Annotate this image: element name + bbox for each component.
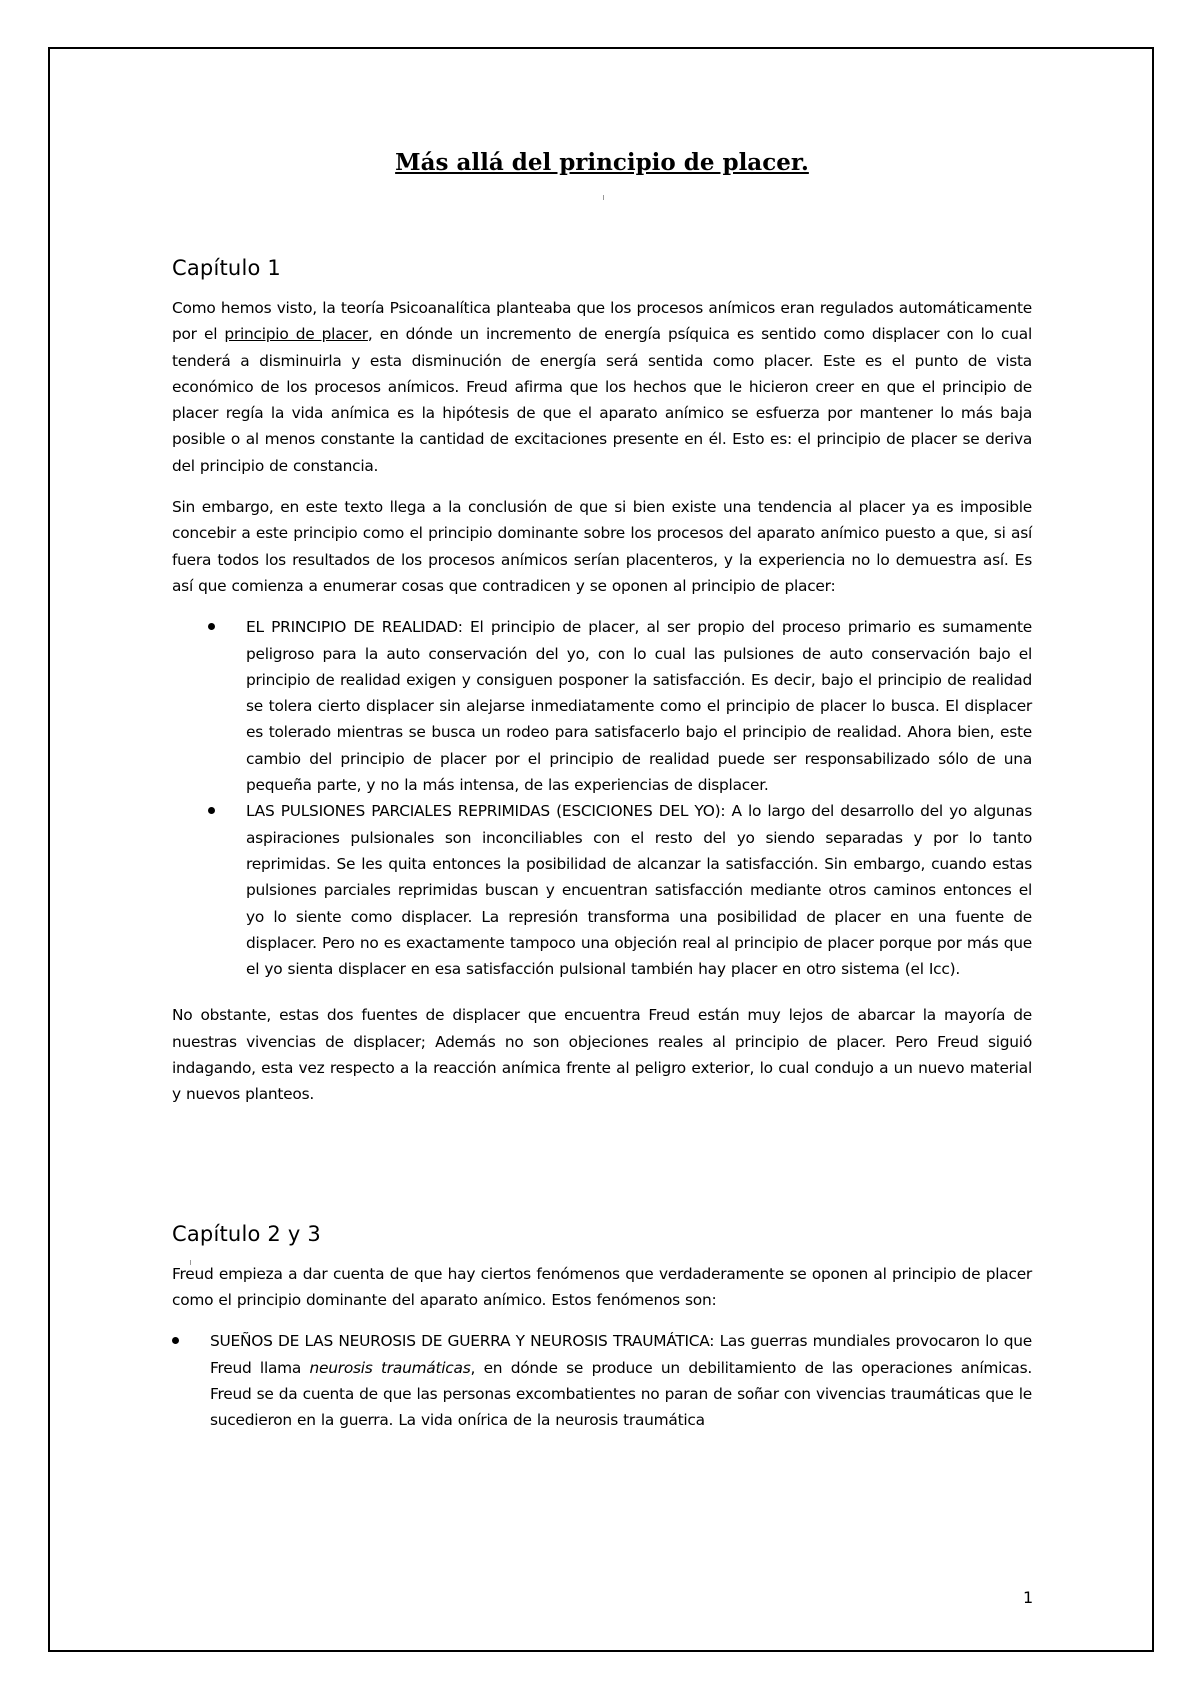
list-item-text: , en dónde se produce un debilitamiento de las operaciones anímicas. Freud se da cuenta de que las personas excombatientes no paran de soñar con vivencias traumáticas que le sucedieron en la guerra. La vida onírica de la neurosis traumática	[210, 1358, 1032, 1430]
page-number: 1	[1023, 1588, 1034, 1607]
chapter-2-heading: Capítulo 2 y 3	[172, 1221, 321, 1246]
list-item	[172, 614, 1032, 798]
list-item-text: EL PRINCIPIO DE REALIDAD: El principio de placer, al ser propio del proceso primario es sumamente peligroso para la auto conservación del yo, con lo cual las pulsiones de auto conservación bajo el principio de realidad exigen y consiguen posponer la satisfacción. Es decir, bajo el principio de realidad se tolera cierto displacer sin alejarse inmediatamente como el principio de placer lo busca. El displacer es tolerado mientras se busca un rodeo para satisfacerlo bajo el principio de realidad. Ahora bien, este cambio del principio de placer por el principio de realidad puede ser responsabilizado sólo de una pequeña parte, y no la más intensa, de las experiencias de displacer.	[246, 618, 1032, 795]
list-item	[172, 798, 1032, 982]
list-item-text: SUEÑOS DE LAS NEUROSIS DE GUERRA Y NEUROSIS TRAUMÁTICA: Las guerras mundiales provocaron lo que Freud llama	[210, 1332, 1032, 1377]
document-title: Más allá del principio de placer.	[395, 149, 809, 176]
chapter-1-paragraph-3: No obstante, estas dos fuentes de displacer que encuentra Freud están muy lejos de abarcar la mayoría de nuestras vivencias de displacer; Además no son objeciones reales al principio de placer. Pero Freud siguió indagando, esta vez respecto a la reacción anímica frente al peligro exterior, lo cual condujo a un nuevo material y nuevos planteos.	[172, 1006, 1032, 1104]
list-item	[172, 1328, 1032, 1433]
chapter-2-bullet-list	[172, 1328, 1032, 1433]
list-item-text: LAS PULSIONES PARCIALES REPRIMIDAS (ESCICIONES DEL YO): A lo largo del desarrollo del yo algunas aspiraciones pulsionales son inconciliables con el resto del yo siendo separadas y por lo tanto reprimidas. Se les quita entonces la posibilidad de alcanzar la satisfacción. Sin embargo, cuando estas pulsiones parciales reprimidas buscan y encuentran satisfacción mediante otros caminos entonces el yo lo siente como displacer. La represión transforma una posibilidad de placer en una fuente de displacer. Pero no es exactamente tampoco una objeción real al principio de placer porque por más que el yo sienta displacer en esa satisfacción pulsional también hay placer en otro sistema (el Icc).	[246, 802, 1032, 979]
bullet-icon	[208, 623, 215, 630]
chapter-1-heading: Capítulo 1	[172, 256, 281, 280]
chapter-1-bullet-list	[172, 614, 1032, 982]
chapter-1-paragraph-2: Sin embargo, en este texto llega a la conclusión de que si bien existe una tendencia al placer ya es imposible concebir a este principio como el principio dominante sobre los procesos del aparato anímico puesto a que, si así fuera todos los resultados de los procesos anímicos serían placenteros, y la experiencia no lo demuestra así. Es así que comienza a enumerar cosas que contradicen y se oponen al principio de placer:	[172, 498, 1032, 595]
bullet-icon	[172, 1337, 179, 1344]
underlined-term: principio de placer	[224, 325, 368, 344]
italic-term: neurosis traumáticas	[309, 1358, 471, 1377]
chapter-2-paragraph-1: Freud empieza a dar cuenta de que hay ciertos fenómenos que verdaderamente se oponen al principio de placer como el principio dominante del aparato anímico. Estos fenómenos son:	[172, 1264, 1032, 1309]
chapter-1-paragraph-1	[172, 295, 1032, 479]
paragraph-text: , en dónde un incremento de energía psíquica es sentido como displacer con lo cual tenderá a disminuirla y esta disminución de energía será sentida como placer. Este es el punto de vista económico de los procesos anímicos. Freud afirma que los hechos que le hicieron creer en que el principio de placer regía la vida anímica es la hipótesis de que el aparato anímico se esfuerza por mantener lo más baja posible o al menos constante la cantidad de excitaciones presente en él. Esto es: el principio de placer se deriva del principio de constancia.	[172, 325, 1032, 475]
paragraph-text: Como hemos visto, la teoría Psicoanalítica planteaba que los procesos anímicos eran regulados automáticamente por el	[172, 299, 1032, 344]
document-body	[172, 140, 1032, 1433]
bullet-icon	[208, 807, 215, 814]
